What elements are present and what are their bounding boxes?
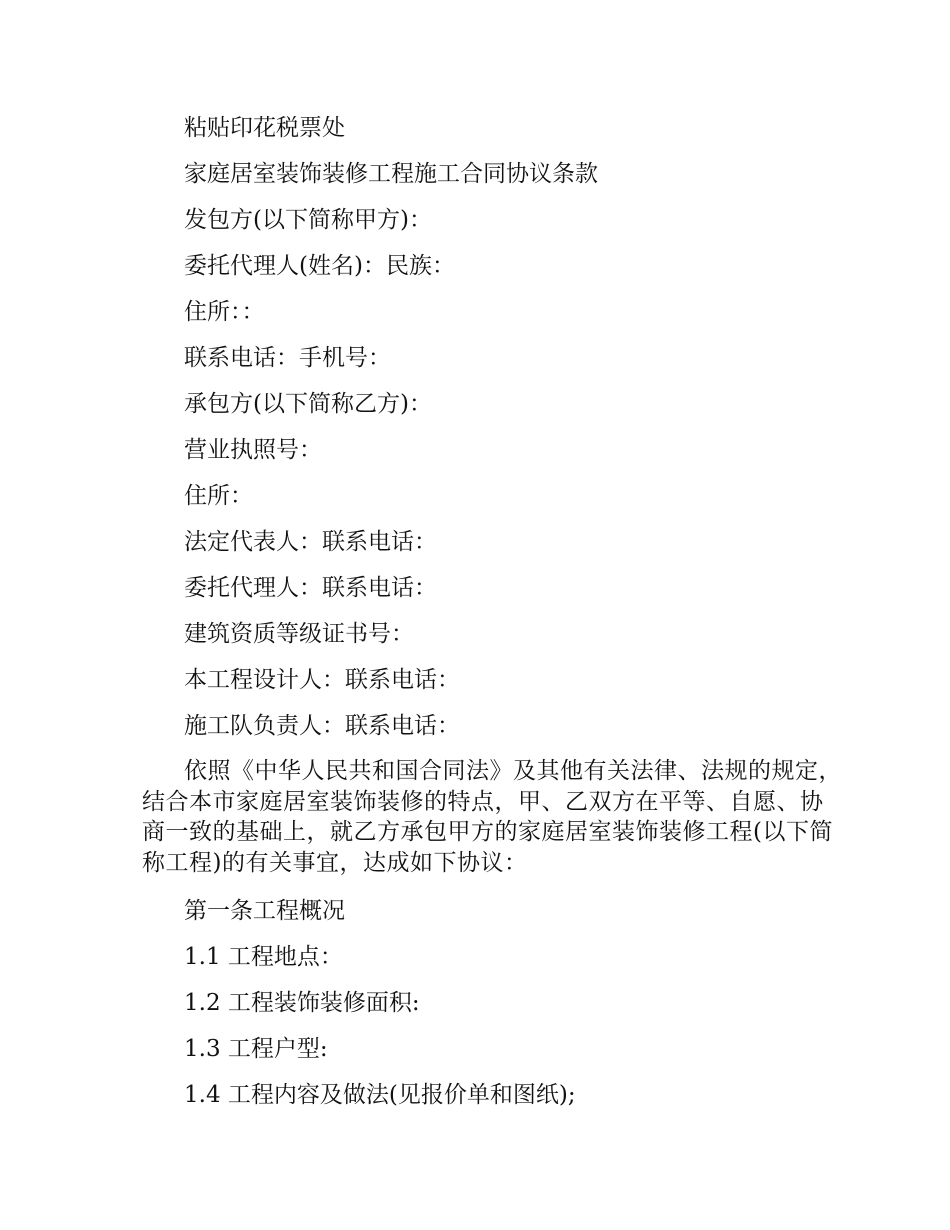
item-1-3: 1.3 工程户型: xyxy=(184,1036,328,1062)
party-a-line: 发包方(以下简称甲方)： xyxy=(184,207,432,233)
legal-rep-line: 法定代表人：联系电话： xyxy=(184,529,437,555)
agent-a-line: 委托代理人(姓名)：民族： xyxy=(184,253,455,279)
qualification-line: 建筑资质等级证书号： xyxy=(184,621,414,647)
team-lead-line: 施工队负责人：联系电话： xyxy=(184,713,460,739)
designer-line: 本工程设计人：联系电话： xyxy=(184,667,460,693)
stamp-note: 粘贴印花税票处 xyxy=(184,115,345,141)
item-1-4: 1.4 工程内容及做法(见报价单和图纸); xyxy=(184,1082,576,1108)
preamble-paragraph: 依照《中华人民共和国合同法》及其他有关法律、法规的规定，结合本市家庭居室装饰装修的特点，甲、乙双方在平等、自愿、协商一致的基础上，就乙方承包甲方的家庭居室装饰装修工程(以下简称工程)的有关事宜，达成如下协议： xyxy=(142,758,842,876)
address-a-line: 住所：： xyxy=(184,299,265,325)
address-b-line: 住所： xyxy=(184,483,253,509)
agent-b-line: 委托代理人：联系电话： xyxy=(184,575,437,601)
phone-a-line: 联系电话：手机号： xyxy=(184,345,391,371)
article-1-heading: 第一条工程概况 xyxy=(184,898,345,924)
party-b-line: 承包方(以下简称乙方)： xyxy=(184,391,432,417)
item-1-1: 1.1 工程地点： xyxy=(184,944,343,970)
item-1-2: 1.2 工程装饰装修面积: xyxy=(184,990,420,1016)
contract-title: 家庭居室装饰装修工程施工合同协议条款 xyxy=(184,161,598,187)
license-line: 营业执照号： xyxy=(184,437,322,463)
